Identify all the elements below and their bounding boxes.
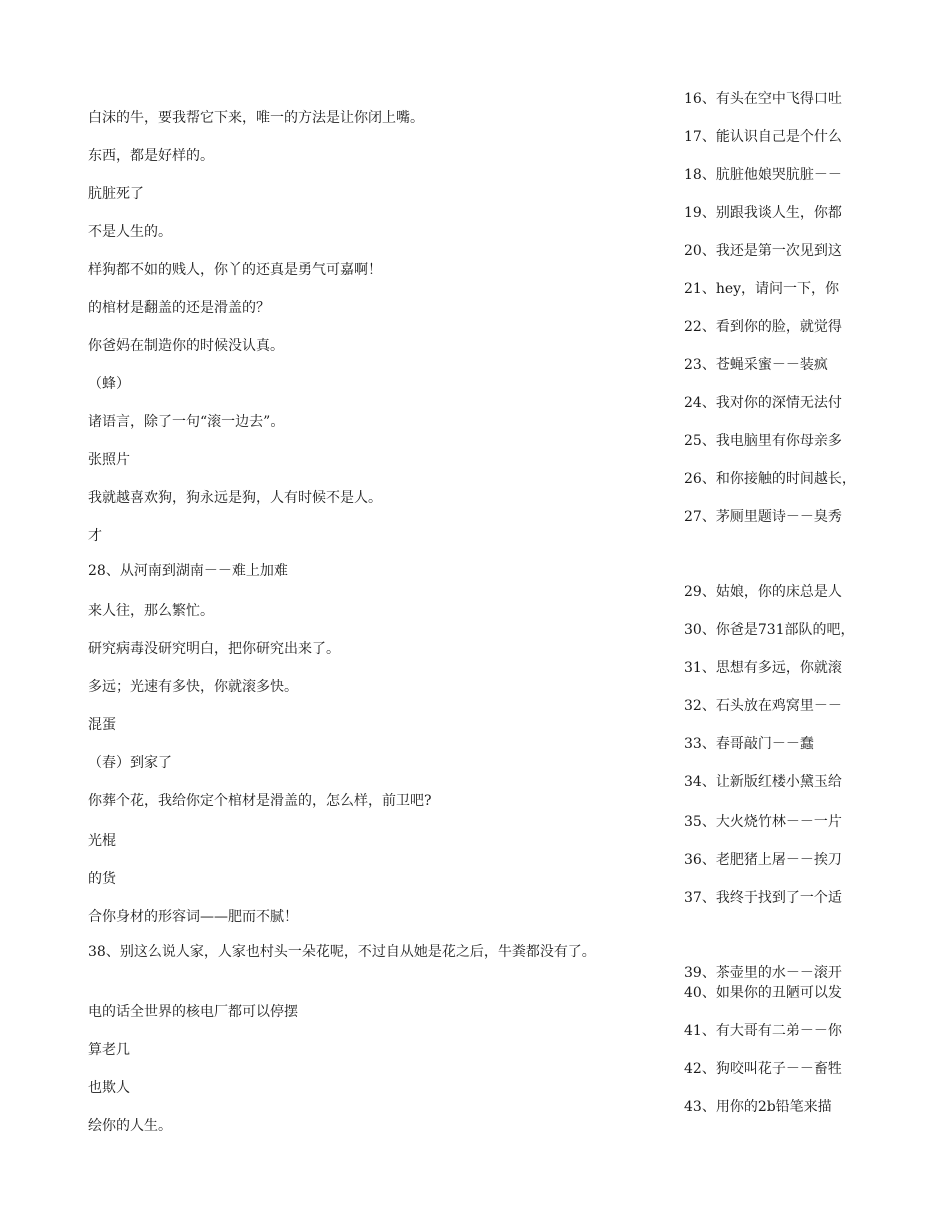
left-line: （春）到家了 xyxy=(88,755,172,771)
right-line: 31、思想有多远，你就滚 xyxy=(684,660,842,676)
right-line: 37、我终于找到了一个适 xyxy=(684,890,842,906)
left-line: 也欺人 xyxy=(88,1080,130,1096)
right-line: 19、别跟我谈人生，你都 xyxy=(684,205,842,221)
left-line: 肮脏死了 xyxy=(88,186,144,202)
right-line: 25、我电脑里有你母亲多 xyxy=(684,433,842,449)
left-line: 光棍 xyxy=(88,833,116,849)
right-line: 17、能认识自己是个什么 xyxy=(684,129,842,145)
left-line: 的货 xyxy=(88,871,116,887)
left-line: 来人往，那么繁忙。 xyxy=(88,603,214,619)
right-line: 21、hey，请问一下，你 xyxy=(684,281,840,297)
left-line: 合你身材的形容词——肥而不腻！ xyxy=(88,909,298,925)
right-line: 41、有大哥有二弟－－你 xyxy=(684,1023,842,1039)
right-line: 16、有头在空中飞得口吐 xyxy=(684,91,842,107)
left-line: 你爸妈在制造你的时候没认真。 xyxy=(88,338,284,354)
left-line: 28、从河南到湖南－－难上加难 xyxy=(88,563,288,579)
left-line: 张照片 xyxy=(88,452,130,468)
left-line: 绘你的人生。 xyxy=(88,1118,172,1134)
right-line: 43、用你的2b铅笔来描 xyxy=(684,1099,832,1115)
left-line: 白沫的牛，要我帮它下来，唯一的方法是让你闭上嘴。 xyxy=(88,110,424,126)
right-line: 32、石头放在鸡窝里－－ xyxy=(684,698,842,714)
left-line: 算老几 xyxy=(88,1042,130,1058)
left-line: （蜂） xyxy=(88,376,130,392)
right-line: 42、狗咬叫花子－－畜牲 xyxy=(684,1061,842,1077)
left-line: 的棺材是翻盖的还是滑盖的？ xyxy=(88,300,270,316)
right-line: 35、大火烧竹林－－一片 xyxy=(684,814,842,830)
right-line: 27、茅厕里题诗－－臭秀 xyxy=(684,509,842,525)
right-line: 29、姑娘，你的床总是人 xyxy=(684,584,842,600)
right-line: 33、春哥敲门－－蠢 xyxy=(684,736,814,752)
right-line: 18、肮脏他娘哭肮脏－－ xyxy=(684,167,842,183)
left-line: 东西，都是好样的。 xyxy=(88,148,214,164)
right-line: 36、老肥猪上屠－－挨刀 xyxy=(684,852,842,868)
left-line: 混蛋 xyxy=(88,717,116,733)
right-line: 34、让新版红楼小黛玉给 xyxy=(684,774,842,790)
left-line: 你葬个花，我给你定个棺材是滑盖的，怎么样，前卫吧? xyxy=(88,793,432,809)
left-line: 38、别这么说人家，人家也村头一朵花呢，不过自从她是花之后，牛粪都没有了。 xyxy=(88,944,596,960)
left-line: 研究病毒没研究明白，把你研究出来了。 xyxy=(88,641,340,657)
right-line: 24、我对你的深情无法付 xyxy=(684,395,842,411)
right-line: 23、苍蝇采蜜－－装疯 xyxy=(684,357,828,373)
left-line: 样狗都不如的贱人，你丫的还真是勇气可嘉啊！ xyxy=(88,262,382,278)
right-line: 30、你爸是731部队的吧， xyxy=(684,622,855,638)
left-line: 才 xyxy=(88,528,102,544)
left-line: 我就越喜欢狗，狗永远是狗，人有时候不是人。 xyxy=(88,490,382,506)
left-line: 诸语言，除了一句“滚一边去”。 xyxy=(88,414,285,430)
left-line: 多远；光速有多快，你就滚多快。 xyxy=(88,679,298,695)
left-line: 不是人生的。 xyxy=(88,224,172,240)
right-line: 22、看到你的脸，就觉得 xyxy=(684,319,842,335)
right-line: 20、我还是第一次见到这 xyxy=(684,243,842,259)
right-line: 26、和你接触的时间越长， xyxy=(684,471,856,487)
right-line: 39、茶壶里的水－－滚开 xyxy=(684,965,842,981)
left-line: 电的话全世界的核电厂都可以停摆 xyxy=(88,1004,298,1020)
right-line: 40、如果你的丑陋可以发 xyxy=(684,985,842,1001)
